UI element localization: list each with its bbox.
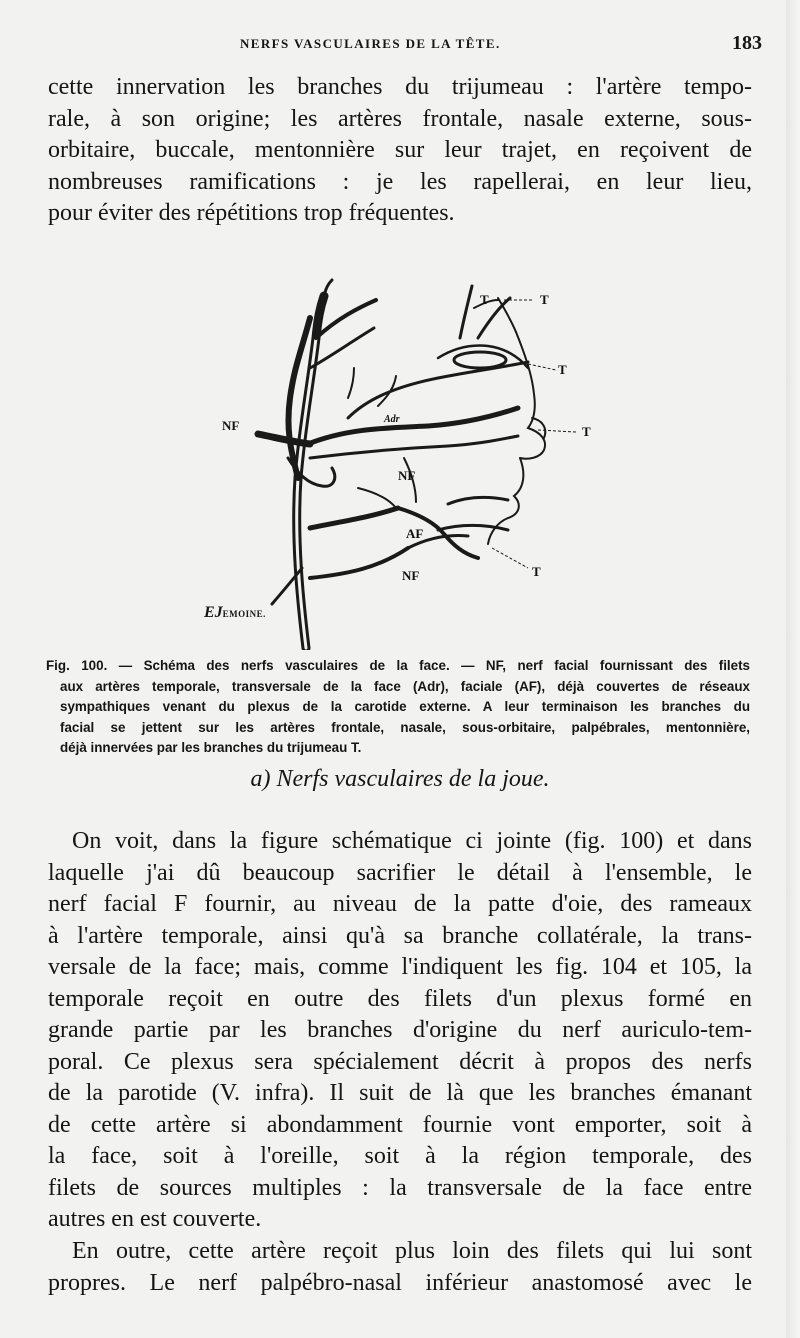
figure-caption: [46, 656, 750, 759]
signature-name: EMOINE.: [222, 609, 266, 619]
label-t-mid: T: [558, 362, 567, 377]
text-line: nerf facial F fournir, au niveau de la patte d'oie, des rameaux: [48, 891, 752, 917]
text-line: laquelle j'ai dû beaucoup sacrifier le détail à l'ensemble, le: [48, 859, 752, 886]
label-t-bottom: T: [532, 564, 541, 579]
text-line: cette innervation les branches du trijumeau : l'artère tempo-: [48, 74, 752, 100]
label-t-top-b: T: [540, 292, 549, 307]
text-line: temporale reçoit en outre des filets d'un plexus formé en: [48, 985, 752, 1012]
caption-line: Fig. 100. — Schéma des nerfs vasculaires de la face. — NF, nerf facial fournissant des filets: [46, 658, 750, 673]
text-line: nombreuses ramifications : je les rapellerai, en leur lieu,: [48, 168, 752, 195]
figure-100-illustration: [198, 278, 618, 650]
text-line: poral. Ce plexus sera spécialement décrit à propos des nerfs: [48, 1048, 752, 1075]
caption-line: sympathiques venant du plexus de la carotide externe. A leur terminaison les branches du: [60, 699, 750, 714]
section-subheading: a) Nerfs vasculaires de la joue.: [250, 766, 550, 792]
text-line: grande partie par les branches d'origine du nerf auriculo-tem-: [48, 1017, 752, 1043]
text-line: de la parotide (V. infra). Il suit de là que les branches émanant: [48, 1080, 752, 1106]
text-line: filets de sources multiples : la transversale de la face entre: [48, 1174, 752, 1201]
text-line: On voit, dans la figure schématique ci jointe (fig. 100) et dans: [72, 828, 752, 854]
label-t-top-a: T: [480, 292, 489, 307]
text-line: En outre, cette artère reçoit plus loin des filets qui lui sont: [72, 1238, 752, 1264]
text-line: rale, à son origine; les artères frontale, nasale externe, sous-: [48, 105, 752, 132]
caption-line: facial se jettent sur les artères frontale, nasale, sous-orbitaire, palpébrales, mentonnière,: [60, 719, 750, 735]
text-line: à l'artère temporale, ainsi qu'à sa branche collatérale, la trans-: [48, 922, 752, 949]
text-line: propres. Le nerf palpébro-nasal inférieur anastomosé avec le: [48, 1269, 752, 1296]
text-line: pour éviter des répétitions trop fréquentes.: [48, 200, 455, 226]
text-line: orbitaire, buccale, mentonnière sur leur trajet, en reçoivent de: [48, 137, 752, 163]
text-line: autres en est couverte.: [48, 1206, 262, 1232]
label-adr: Adr: [384, 414, 400, 425]
label-nf-left: NF: [222, 418, 240, 433]
label-t-right: T: [582, 424, 591, 439]
text-line: la face, soit à l'oreille, soit à la région temporale, des: [48, 1143, 752, 1169]
label-nf-mid: NF: [398, 468, 416, 483]
top-paragraph: [48, 72, 752, 230]
signature-initials: EJ: [204, 604, 223, 621]
page-number: 183: [732, 32, 762, 54]
main-paragraph: [48, 826, 752, 1236]
caption-line: aux artères temporale, transversale de la face (Adr), faciale (AF), déjà couvertes de réseaux: [60, 678, 750, 694]
label-af: AF: [406, 526, 424, 541]
face-nerve-diagram: [198, 278, 618, 650]
label-nf-low: NF: [402, 568, 420, 583]
page-edge-shadow: [786, 0, 800, 1338]
running-head: NERFS VASCULAIRES DE LA TÊTE.: [240, 36, 501, 51]
last-paragraph: [48, 1236, 752, 1299]
text-line: de cette artère si abondamment fournie vont emporter, soit à: [48, 1111, 752, 1138]
caption-line: déjà innervées par les branches du trijumeau T.: [60, 740, 362, 755]
text-line: versale de la face; mais, comme l'indiquent les fig. 104 et 105, la: [48, 954, 752, 980]
engraver-signature: [204, 604, 266, 622]
